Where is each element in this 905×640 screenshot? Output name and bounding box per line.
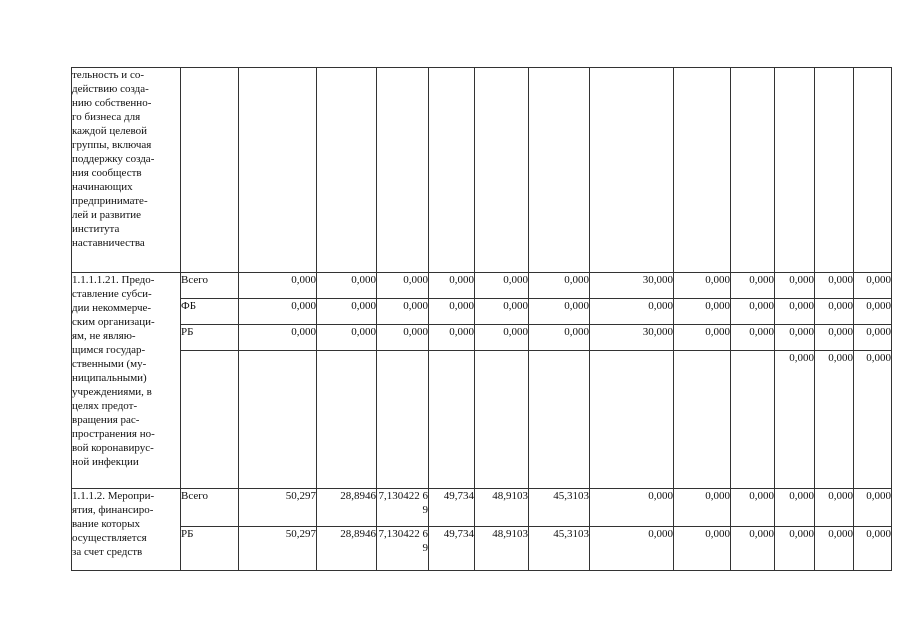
amount-cell: 45,3103 — [529, 489, 590, 527]
amount-cell: 0,000 — [674, 273, 731, 299]
amount-cell: 0,000 — [854, 325, 892, 351]
amount-cell: 30,000 — [590, 273, 674, 299]
budget-table — [71, 67, 892, 571]
table-row — [72, 299, 892, 325]
description-line: каждой целевой — [72, 125, 148, 137]
amount-cell: 50,297 — [239, 527, 317, 571]
amount-cell: 48,9103 — [475, 489, 529, 527]
amount-cell: 28,8946 — [317, 489, 377, 527]
amount-cell: 0,000 — [731, 325, 775, 351]
amount-cell: 0,000 — [815, 325, 854, 351]
description-line: вой коронавирус- — [72, 442, 154, 454]
table-cell — [775, 68, 815, 273]
funding-source-cell — [181, 351, 239, 489]
description-line: института — [72, 223, 120, 235]
amount-cell: 0,000 — [590, 299, 674, 325]
amount-cell: 0,000 — [775, 489, 815, 527]
amount-cell: 0,000 — [775, 527, 815, 571]
table-row — [72, 273, 892, 299]
description-line: наставничества — [72, 237, 145, 249]
table-cell — [815, 68, 854, 273]
amount-cell: 0,000 — [854, 351, 892, 489]
amount-cell: 0,000 — [529, 299, 590, 325]
description-line: 1.1.1.2. Меропри- — [72, 490, 155, 502]
amount-cell: 0,000 — [674, 489, 731, 527]
description-line: 1.1.1.1.21. Предо- — [72, 274, 155, 286]
amount-cell: 0,000 — [239, 273, 317, 299]
table-cell — [731, 68, 775, 273]
measure-description — [72, 68, 181, 273]
amount-cell: 0,000 — [590, 527, 674, 571]
description-line: ниципальными) — [72, 372, 147, 384]
amount-cell: 0,000 — [239, 299, 317, 325]
amount-cell — [529, 351, 590, 489]
table-row — [72, 351, 892, 489]
amount-cell: 0,000 — [529, 325, 590, 351]
table-cell — [475, 68, 529, 273]
amount-cell: 0,000 — [815, 351, 854, 489]
description-line: нию собственно- — [72, 97, 152, 109]
amount-cell — [590, 351, 674, 489]
amount-cell: 30,000 — [590, 325, 674, 351]
amount-cell — [239, 351, 317, 489]
amount-cell: 0,000 — [854, 273, 892, 299]
description-line: ским организаци- — [72, 316, 155, 328]
amount-cell — [429, 351, 475, 489]
amount-cell: 49,734 — [429, 489, 475, 527]
table-cell — [529, 68, 590, 273]
table-cell — [239, 68, 317, 273]
amount-cell: 0,000 — [674, 299, 731, 325]
description-line: учреждениями, в — [72, 386, 152, 398]
amount-cell: 0,000 — [731, 527, 775, 571]
description-line: ственными (му- — [72, 358, 147, 370]
amount-cell — [475, 351, 529, 489]
description-line: за счет средств — [72, 546, 143, 558]
amount-cell: 0,000 — [731, 299, 775, 325]
amount-cell: 0,000 — [854, 299, 892, 325]
funding-source-cell: РБ — [181, 325, 239, 351]
description-line: поддержку созда- — [72, 153, 155, 165]
amount-cell: 0,000 — [775, 273, 815, 299]
funding-source-cell: Всего — [181, 489, 239, 527]
amount-cell: 0,000 — [731, 489, 775, 527]
description-line: вращения рас- — [72, 414, 140, 426]
table-cell — [377, 68, 429, 273]
amount-cell: 0,000 — [590, 489, 674, 527]
funding-source-cell: РБ — [181, 527, 239, 571]
amount-cell: 0,000 — [429, 273, 475, 299]
amount-cell: 0,000 — [815, 489, 854, 527]
amount-cell: 49,734 — [429, 527, 475, 571]
budget-table-body — [72, 68, 892, 571]
description-line: ятия, финансиро- — [72, 504, 154, 516]
amount-cell: 0,000 — [775, 351, 815, 489]
amount-cell: 0,000 — [377, 299, 429, 325]
amount-cell: 0,000 — [775, 299, 815, 325]
amount-cell: 7,130422 69 — [377, 527, 429, 571]
description-line: действию созда- — [72, 83, 149, 95]
amount-cell: 0,000 — [674, 527, 731, 571]
amount-cell: 0,000 — [429, 325, 475, 351]
description-line: ной инфекции — [72, 456, 139, 468]
amount-cell: 0,000 — [317, 325, 377, 351]
table-cell — [674, 68, 731, 273]
amount-cell: 0,000 — [377, 273, 429, 299]
measure-description — [72, 489, 181, 571]
description-line: предпринимате- — [72, 195, 148, 207]
description-line: щимся государ- — [72, 344, 146, 356]
amount-cell: 0,000 — [731, 273, 775, 299]
description-line: ставление субси- — [72, 288, 152, 300]
description-line: ния сообществ — [72, 167, 142, 179]
table-cell — [317, 68, 377, 273]
description-line: вание которых — [72, 518, 141, 530]
description-line: пространения но- — [72, 428, 155, 440]
amount-cell — [731, 351, 775, 489]
description-line: группы, включая — [72, 139, 152, 151]
table-row — [72, 325, 892, 351]
description-line: тельность и со- — [72, 69, 144, 81]
amount-cell — [377, 351, 429, 489]
amount-cell: 7,130422 69 — [377, 489, 429, 527]
amount-cell — [674, 351, 731, 489]
amount-cell: 0,000 — [815, 273, 854, 299]
amount-cell — [317, 351, 377, 489]
amount-cell: 48,9103 — [475, 527, 529, 571]
amount-cell: 28,8946 — [317, 527, 377, 571]
funding-source-cell: ФБ — [181, 299, 239, 325]
description-line: осуществляется — [72, 532, 147, 544]
table-cell — [590, 68, 674, 273]
measure-description — [72, 273, 181, 489]
table-row — [72, 489, 892, 527]
amount-cell: 0,000 — [239, 325, 317, 351]
table-row — [72, 527, 892, 571]
description-line: ям, не являю- — [72, 330, 136, 342]
amount-cell: 0,000 — [475, 325, 529, 351]
amount-cell: 0,000 — [815, 299, 854, 325]
amount-cell: 0,000 — [854, 527, 892, 571]
amount-cell: 0,000 — [775, 325, 815, 351]
amount-cell: 0,000 — [317, 273, 377, 299]
amount-cell: 0,000 — [317, 299, 377, 325]
amount-cell: 0,000 — [429, 299, 475, 325]
amount-cell: 45,3103 — [529, 527, 590, 571]
funding-source-cell: Всего — [181, 273, 239, 299]
amount-cell: 0,000 — [475, 273, 529, 299]
table-cell — [181, 68, 239, 273]
amount-cell: 0,000 — [854, 489, 892, 527]
description-line: дии некоммерче- — [72, 302, 152, 314]
amount-cell: 0,000 — [815, 527, 854, 571]
amount-cell: 0,000 — [475, 299, 529, 325]
table-row — [72, 68, 892, 273]
table-cell — [429, 68, 475, 273]
amount-cell: 0,000 — [674, 325, 731, 351]
amount-cell: 0,000 — [529, 273, 590, 299]
description-line: начинающих — [72, 181, 133, 193]
table-cell — [854, 68, 892, 273]
amount-cell: 50,297 — [239, 489, 317, 527]
description-line: лей и развитие — [72, 209, 142, 221]
amount-cell: 0,000 — [377, 325, 429, 351]
description-line: го бизнеса для — [72, 111, 141, 123]
description-line: целях предот- — [72, 400, 138, 412]
